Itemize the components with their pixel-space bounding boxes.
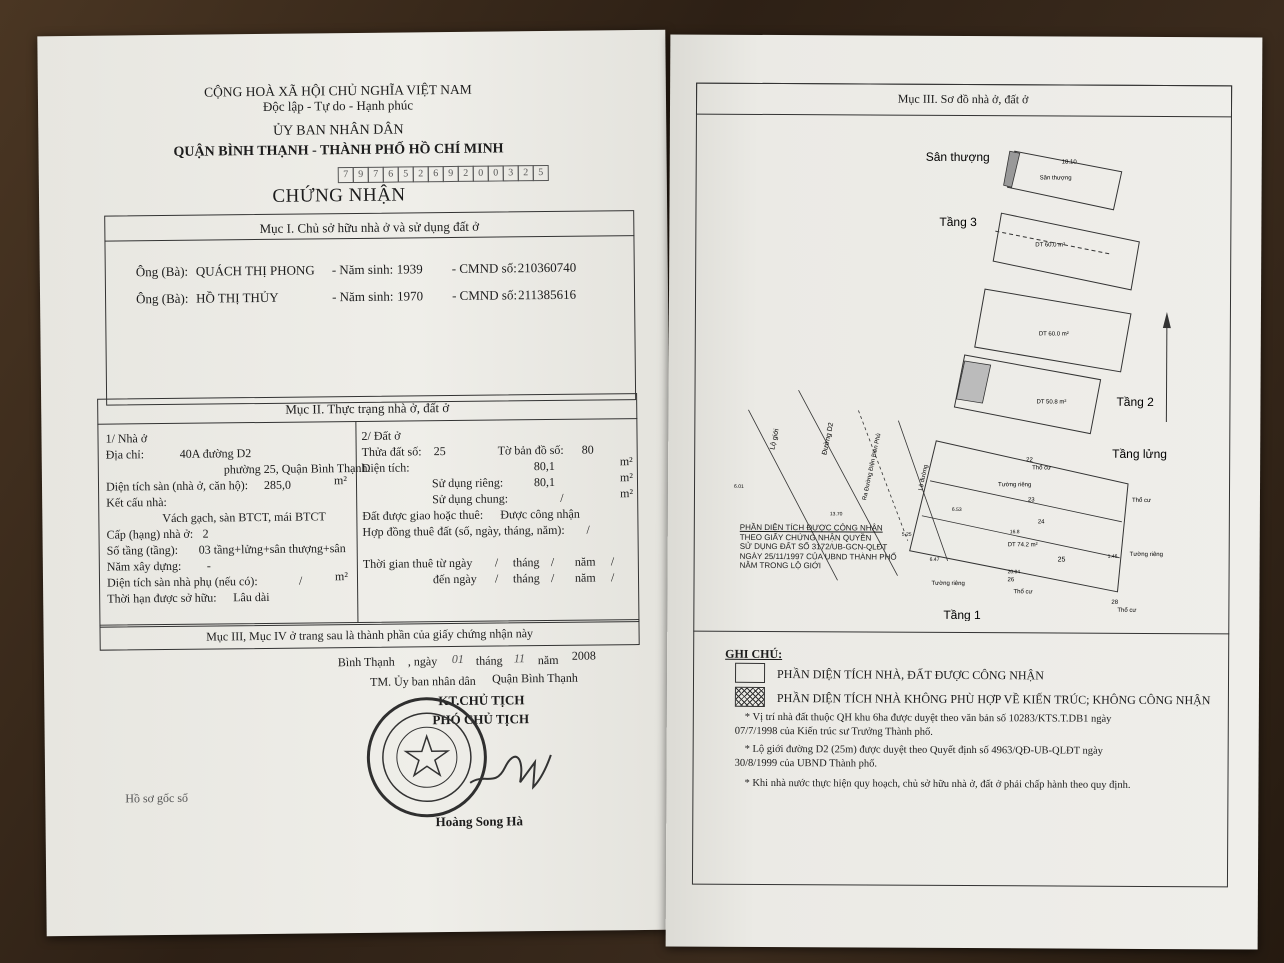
lease-from-day: /: [494, 555, 499, 570]
map-label: Tờ bản đồ số:: [497, 442, 564, 458]
owner2-name: HỒ THỊ THỦY: [195, 289, 279, 306]
recognition-note: [740, 523, 897, 571]
label-lo-gioi: Lộ giới: [769, 428, 781, 451]
legend-title: GHI CHÚ:: [725, 646, 783, 662]
dim-653: 6.53: [951, 506, 962, 513]
sign-place: Bình Thạnh: [337, 654, 395, 670]
owner1-id: 210360740: [517, 259, 577, 276]
dim-168: 16.8: [1009, 529, 1020, 536]
parcel-23: 23: [1027, 497, 1035, 504]
district-title: QUẬN BÌNH THẠNH - THÀNH PHỐ HỒ CHÍ MINH: [173, 141, 504, 160]
term-value: Lâu dài: [233, 589, 270, 605]
on-behalf-district: Quận Bình Thạnh: [491, 670, 578, 686]
record-number-label: Hồ sơ gốc số: [125, 790, 189, 806]
land-type-1: Thổ cư: [1032, 465, 1052, 472]
address-value-2: phường 25, Quận Bình Thạnh.: [223, 460, 371, 477]
handwritten-signature: [465, 747, 556, 798]
rooftop-hatch: [1004, 151, 1020, 187]
lease-from-month: /: [550, 554, 555, 569]
lease-label: Hợp đồng thuê đất (số, ngày, tháng, năm):: [362, 522, 565, 539]
label-floor2: Tầng 2: [1116, 394, 1154, 409]
floor3-outline: [993, 213, 1139, 290]
structure-value: Vách gạch, sàn BTCT, mái BTCT: [162, 509, 326, 526]
legend-item-not-recognized: PHẦN DIỆN TÍCH NHÀ KHÔNG PHÙ HỢP VỀ KIẾN TRÚC; KHÔNG CÔNG NHẬN: [776, 691, 1211, 708]
vice-chairman: PHÓ CHỦ TỊCH: [432, 711, 530, 728]
label-ra-duong: Ra Đường Điện Biên Phủ: [862, 432, 883, 501]
sign-day-label: , ngày: [407, 654, 438, 669]
parcel-22: 22: [1026, 457, 1033, 464]
note-1: * Vị trí nhà đất thuộc QH khu 6ha được duyệt theo văn bản số 10283/KTS.T.DB1 ngày: [744, 711, 1112, 725]
label-private-wall-1: Tường riêng: [998, 482, 1032, 489]
lease-to-year: /: [610, 570, 615, 585]
floor2-upper-outline: [975, 289, 1131, 372]
owner1-label: Ông (Bà):: [135, 263, 189, 280]
parcel-value: 25: [433, 444, 446, 459]
recognition-line-3: SỬ DỤNG ĐẤT SỐ 3172/UB-GCN-QLĐT: [739, 541, 888, 552]
term-label: Thời hạn được sở hữu:: [107, 590, 217, 606]
floor-area-label: Diện tích sàn (nhà ở, căn hộ):: [105, 478, 249, 494]
dim-2004: 20.04: [1007, 569, 1021, 576]
aux-area-label: Diện tích sàn nhà phụ (nếu có):: [106, 574, 258, 590]
allocation-label: Đất được giao hoặc thuê:: [362, 507, 484, 523]
year-built-label: Năm xây dựng:: [106, 558, 182, 574]
sign-month: 11: [513, 651, 526, 666]
common-use-value: /: [560, 490, 564, 505]
owner2-birth: 1970: [396, 288, 424, 304]
allocation-value: Được công nhận: [500, 506, 580, 522]
document-title: CHỨNG NHẬN: [272, 184, 406, 207]
sign-day: 01: [451, 651, 464, 667]
land-area-value: 80,1: [533, 458, 555, 474]
dim-525: 5.25: [901, 531, 912, 538]
note-2-cont: 30/8/1999 của UBND Thành phố.: [734, 757, 878, 770]
nation-title: CỘNG HOÀ XÃ HỘI CHỦ NGHĨA VIỆT NAM: [204, 81, 472, 100]
legend-item-recognized: PHẦN DIỆN TÍCH NHÀ, ĐẤT ĐƯỢC CÔNG NHẬN: [777, 667, 1044, 683]
section3-heading: Mục III. Sơ đồ nhà ở, đất ở: [897, 91, 1029, 107]
label-road-d2: Đường D2: [821, 421, 836, 456]
sign-year: 2008: [571, 648, 596, 663]
label-lo-duong: Lộ đường: [918, 464, 930, 492]
floor3-area: DT 60.0 m²: [1035, 242, 1066, 249]
floor2-area-b: DT 50.8 m²: [1036, 399, 1067, 406]
lease-value: /: [586, 522, 590, 537]
parcel-24: 24: [1037, 519, 1045, 526]
floor-area-unit: m²: [333, 473, 347, 488]
signer-name: Hoàng Song Hà: [435, 813, 524, 830]
motto: Độc lập - Tự do - Hạnh phúc: [262, 97, 414, 114]
certificate-right-page: [666, 34, 1263, 949]
dim-rooftop: 18.10: [1061, 159, 1077, 166]
rooftop-inner-label: Sân thượng: [1039, 175, 1072, 182]
land-type-4: Thổ cư: [1117, 607, 1137, 614]
land-area-unit: m²: [619, 454, 633, 469]
land-type-3: Thổ cư: [1013, 589, 1033, 596]
section1-heading: Mục I. Chủ sở hữu nhà ở và sử dụng đất ở: [259, 218, 480, 236]
owner1-birth: 1939: [396, 261, 423, 277]
floor-area-value: 285,0: [263, 477, 292, 492]
on-behalf: TM. Ủy ban nhân dân: [370, 673, 476, 689]
owner2-id: 211385616: [517, 286, 577, 303]
serial-number: 7 9 7 6 5 2 6 9 2 0 0 3 2 5: [339, 165, 549, 183]
label-floor1: Tầng 1: [943, 607, 981, 623]
owner2-birth-label: - Năm sinh:: [331, 288, 394, 305]
house-title: 1/ Nhà ở: [105, 431, 148, 446]
owner2-id-label: - CMND số:: [451, 287, 518, 303]
label-mezzanine: Tầng lửng: [1112, 446, 1167, 462]
aux-area-unit: m²: [334, 569, 348, 584]
north-arrow-icon: [1163, 312, 1171, 328]
note-3: * Khi nhà nước thực hiện quy hoạch, chủ sở hữu nhà ở, đất ở phải chấp hành theo quy định.: [744, 777, 1131, 791]
label-private-wall-3: Tường riêng: [931, 580, 965, 588]
floors-value: 03 tầng+lửng+sân thượng+sân: [198, 541, 346, 557]
footer-note: Mục III, Mục IV ở trang sau là thành phần của giấy chứng nhận này: [206, 626, 534, 644]
dim-1370: 13.70: [829, 511, 843, 518]
recognition-line-5: NẰM TRONG LỘ GIỚI: [739, 560, 822, 571]
recognition-line-4: NGÀY 25/11/1997 CỦA UBND THÀNH PHỐ: [739, 551, 897, 562]
private-use-label: Sử dụng riêng:: [431, 475, 504, 491]
lease-from-year: /: [610, 554, 615, 569]
grade-label: Cấp (hạng) nhà ở:: [106, 526, 194, 542]
legend-swatch-not-recognized: [735, 687, 765, 707]
kt-chairman: KT.CHỦ TỊCH: [438, 692, 525, 709]
floor2-hatch: [956, 361, 990, 403]
label-private-wall-2: Tường riêng: [1129, 551, 1164, 559]
authority-title: ỦY BAN NHÂN DÂN: [272, 122, 404, 139]
sign-month-label: tháng: [475, 653, 503, 668]
legend-swatch-recognized: [735, 663, 765, 683]
private-use-unit: m²: [619, 470, 633, 485]
lease-from-month-label: tháng: [512, 555, 540, 570]
land-type-2: Thổ cư: [1131, 497, 1152, 504]
lease-from-year-label: năm: [574, 554, 596, 569]
map-value: 80: [581, 442, 594, 457]
lease-to-year-label: năm: [574, 570, 596, 585]
address-label: Địa chỉ:: [105, 447, 145, 462]
label-floor3: Tầng 3: [939, 214, 977, 230]
land-title: 2/ Đất ở: [361, 428, 401, 443]
recognition-line-1: PHẦN DIỆN TÍCH ĐƯỢC CÔNG NHẬN: [739, 522, 883, 533]
owner1-id-label: - CMND số:: [451, 260, 517, 276]
label-rooftop: Sân thượng: [925, 149, 990, 165]
lease-to-month-label: tháng: [512, 571, 540, 586]
note-2: * Lộ giới đường D2 (25m) được duyệt theo Quyết định số 4963/QĐ-UB-QLĐT ngày: [744, 743, 1103, 757]
recognition-line-2: THEO GIẤY CHỨNG NHẬN QUYỀN: [739, 532, 872, 543]
note-1-cont: 07/7/1998 của Kiến trúc sư Trưởng Thành phố.: [734, 725, 933, 738]
common-use-unit: m²: [620, 486, 634, 501]
lease-to-day: /: [494, 571, 499, 586]
lease-to-month: /: [550, 570, 555, 585]
owner1-birth-label: - Năm sinh:: [331, 261, 394, 278]
planning-notes: [734, 711, 1130, 793]
sign-year-label: năm: [537, 652, 559, 668]
dim-601: 6.01: [734, 483, 744, 490]
floor2-area-a: DT 60.0 m²: [1038, 331, 1069, 338]
common-use-label: Sử dụng chung:: [432, 491, 509, 507]
floors-label: Số tầng (tầng):: [106, 542, 179, 558]
owner1-name: QUÁCH THỊ PHONG: [195, 262, 315, 279]
aux-area-value: /: [298, 573, 303, 588]
lease-to-label: đến ngày: [432, 571, 477, 587]
private-use-value: 80,1: [533, 474, 556, 490]
owner2-label: Ông (Bà):: [135, 290, 189, 307]
structure-label: Kết cấu nhà:: [106, 494, 167, 510]
parcel-label: Thửa đất số:: [361, 444, 422, 459]
land-area-label: Diện tích:: [361, 460, 410, 475]
address-value: 40A đường D2: [179, 446, 252, 461]
lease-from-label: Thời gian thuê từ ngày: [362, 555, 473, 571]
year-built-value: -: [206, 558, 211, 573]
parcel-25: 25: [1057, 556, 1066, 564]
dim-146: 1.46: [1107, 553, 1118, 560]
parcel-28: 28: [1111, 599, 1119, 606]
parcel-26: 26: [1007, 577, 1015, 584]
section2-heading: Mục II. Thực trạng nhà ở, đất ở: [285, 400, 450, 417]
floor1-area: DT 74.2 m²: [1007, 542, 1038, 549]
dim-647: 6.47: [929, 556, 940, 563]
certificate-left-page: [37, 30, 674, 937]
grade-value: 2: [202, 526, 209, 541]
